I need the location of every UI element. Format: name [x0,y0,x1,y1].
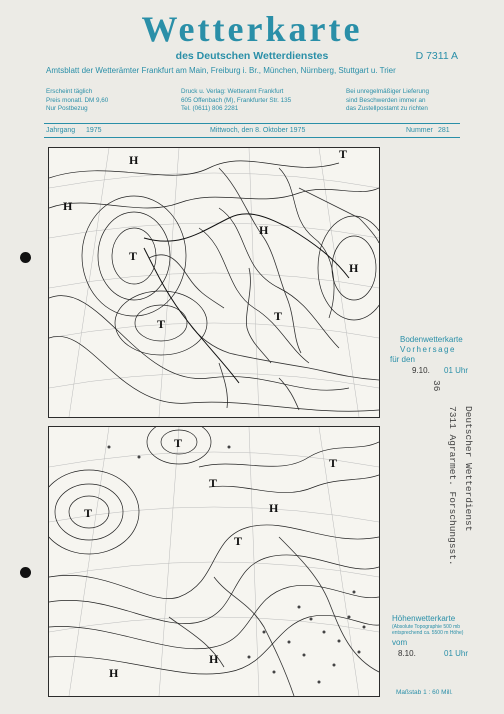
map-symbol: H [129,153,139,167]
info-line: Preis monatl. DM 9,60 [46,96,109,104]
library-stamp [420,380,490,566]
stamp-line: 7311 Agrarmet. Forschungsst. [447,406,458,566]
upper-map-label: (Absolute Topographie 500 mb [392,624,461,630]
page-title: Wetterkarte [141,9,363,49]
nummer-label: Nummer [406,127,433,134]
info-line: Druck u. Verlag: Wetteramt Frankfurt [181,88,284,95]
publication-info [46,88,108,114]
surface-map-label: Vorhersage [400,345,456,354]
map-symbol: T [157,317,166,331]
stamp-number: 36 [431,380,442,392]
stamp-line: Deutscher Wetterdienst [463,406,474,532]
surface-map-label: Bodenwetterkarte [400,335,463,344]
map-symbol: T [274,309,283,323]
info-line: das Zustellpostamt zu richten [346,105,428,113]
map-symbol: H [109,666,119,680]
amtsblatt-line: Amtsblatt der Wetterämter Frankfurt am Main, Freiburg i. Br., München, Nürnberg, Stuttgart u. Trier [46,66,396,75]
jahrgang-label: Jahrgang [46,127,76,134]
map-symbol: T [209,476,218,490]
issue-date: Mittwoch, den 8. Oktober 1975 [210,127,306,134]
jahrgang-value: 1975 [86,127,102,134]
info-line: sind Beschwerden immer an [346,96,426,104]
upper-map-label: vom [392,638,408,647]
surface-map-time: 01 Uhr [444,366,469,375]
map-symbol: T [329,456,338,470]
upper-map-drawing [49,427,379,696]
map-symbol: H [209,652,219,666]
divider [44,123,460,124]
map-symbol: T [174,436,183,450]
info-line: Tel. (0611) 806 2281 [181,105,239,113]
map-symbol: T [129,249,138,263]
upper-map-label: entsprechend ca. 5500 m Höhe) [392,630,464,636]
map-grid [49,148,379,417]
map-scale: Maßstab 1 : 60 Mill. [396,689,453,696]
upper-map-date: 8.10. [398,649,416,658]
map-symbol: T [84,506,93,520]
info-line: Nur Postbezug [46,105,88,113]
info-line: Erscheint täglich [46,88,93,95]
fronts [144,214,349,383]
page-subtitle: des Deutschen Wetterdienstes [175,50,329,62]
upper-map-label: Höhenwetterkarte [392,614,456,623]
surface-map-date: 9.10. [412,366,430,375]
nummer-value: 281 [438,127,450,134]
delivery-info [346,88,429,114]
info-line: 605 Offenbach (M), Frankfurter Str. 135 [181,96,292,104]
map-symbol: H [63,199,73,213]
punch-hole [20,567,31,578]
map-symbol: H [259,223,269,237]
surface-map-drawing [49,148,379,417]
punch-hole [20,252,31,263]
surface-forecast-map [48,147,380,418]
map-symbol: H [269,501,279,515]
map-symbol: H [349,261,359,275]
info-line: Bei unregelmäßiger Lieferung [346,88,429,95]
isobars [49,161,379,411]
publisher-info [181,88,291,114]
document-number: D 7311 A [415,50,458,62]
map-symbol: T [234,534,243,548]
upper-map-time: 01 Uhr [444,649,469,658]
surface-map-label: für den [390,355,415,364]
upper-air-map [48,426,380,697]
divider [44,137,460,138]
map-symbol: T [339,148,348,161]
